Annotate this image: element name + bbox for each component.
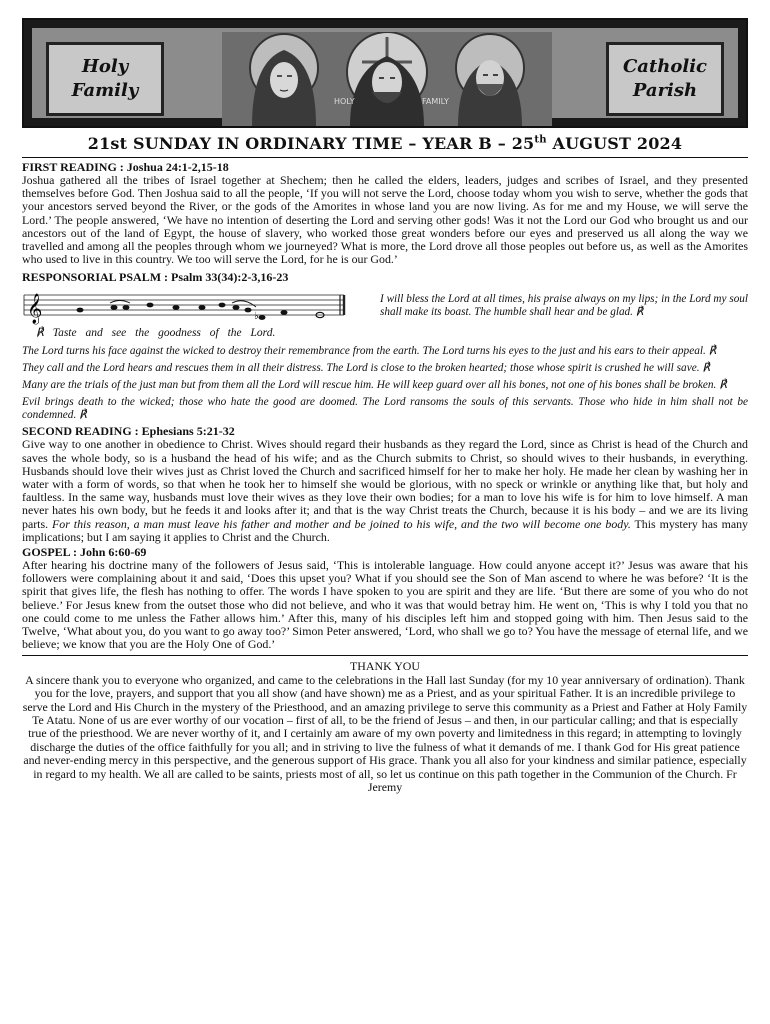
gospel-heading: GOSPEL : John 6:60-69 [22,545,147,560]
thank-you-heading: THANK YOU [350,659,420,674]
banner-right-bottom: Parish [632,80,698,101]
music-staff [22,287,352,325]
second-reading-main: Give way to one another in obedience to Christ. Wives should regard their husbands as they regard the Lord, since as Christ is head of the Church and saves the whole body, so is a husband the head of his wife; and as the Church submits to Christ, so should wives to their husbands, in everything. Husbands should love their wives just as Christ loved the Church and sacrificed himself for her to make her holy. He made her clean by washing her in water with a form of words, so that when he took her to himself she would be glorious, with no speck or wrinkle or anything like that, but holy and faultless. In the same way, husbands must love their wives as they love their own bodies; for a man to love his wife is for him to love himself. A man never hates his own body, but he feeds it and looks after it; and that is the way Christ treats the Church, because it is his body – and we are its living parts. [22,437,748,531]
psalm-refrain: ℟ Taste and see the goodness of the Lord. [36,327,276,340]
title-main: 21st SUNDAY IN ORDINARY TIME – YEAR B – 25 [87,134,535,153]
second-reading-heading: SECOND READING : Ephesians 5:21-32 [22,424,235,439]
banner-plaque-left [46,42,164,116]
parish-banner [22,18,748,128]
jesus-icon [347,32,427,126]
banner-inner [32,28,738,118]
second-reading-end: This mystery has many implications; but I am saying it applies to Christ and the Church. [22,516,748,544]
banner-left-top: Holy [81,56,129,77]
title-end: AUGUST 2024 [546,134,683,153]
gospel-body: After hearing his doctrine many of the followers of Jesus said, ‘This is intolerable language. How could anyone accept it?’ Jesus was aware that his followers were complaining about it and said, ‘Does this upset you? What if you should see the Son of Man ascend to where he was before? ‘It is the spirit that gives life, the flesh has nothing to offer. The words I have spoken to you are spirit and they are life. ‘But there are some of you who do not believe.’ For Jesus knew from the outset those who did not believe, and who it was that would betray him. He went on, ‘This is why I told you that no one could come to me unless the Father allows him.’ After this, many of his disciples left him and stopped going with him. Then Jesus said to the Twelve, ‘What about you, do you want to go away too?’ Simon Peter answered, ‘Lord, who shall we go to? You have the message of eternal life, and we believe; we know that you are the Holy One of God.’ [22,558,748,652]
flat-sign-icon: ♭ [254,311,259,323]
joseph-icon [456,34,524,126]
psalm-music [22,287,352,341]
psalm-side-verse: I will bless the Lord at all times, his praise always on my lips; in the Lord my soul shall make its boast. The humble shall hear and be glad. ℟ [380,293,748,319]
second-reading-italic: For this reason, a man must leave his father and mother and be joined to his wife, and the two will become one body. [52,516,631,531]
banner-plaque-right [606,42,724,116]
psalm-heading: RESPONSORIAL PSALM : Psalm 33(34):2-3,16-23 [22,270,289,285]
psalm-verse: They call and the Lord hears and rescues them in all their distress. The Lord is close to the broken hearted; those whose spirit is crushed he will save. ℟ [22,362,711,375]
banner-right-top: Catholic [622,56,708,77]
banner-left-bottom: Family [71,80,139,101]
psalm-verse: Many are the trials of the just man but from them all the Lord will rescue him. He will keep guard over all his bones, not one of his bones shall be broken. ℟ [22,379,727,392]
thank-you-body: A sincere thank you to everyone who organized, and came to the celebrations in the Hall last Sunday (for my 10 year anniversary of ordination). Thank you for the love, prayers, and support that you all show (and have shown) me as a Priest, and as your spiritual Father. It is an incredible privilege to serve the Lord and His Church in the mystery of the Priesthood, and an amazing privilege to serve this community as a Priest and Father at Holy Family Te Atatu. None of us are ever worthy of our vocation – first of all, to be the friend of Jesus – and then, in our particular calling; and that is especially true of the priesthood. We are never worthy of it, and I certainly am aware of my own poverty and limitedness in this regard; in attempting to lovingly discharge the duties of the office faithfully for you all; and in striving to live the fulness of what it demands of me. I thank God for His great patience and never-ending mercy in this perspective, and the generous support of His grace. Thank you all also for your kindness and similar patience, especially in regard to my health. We all are called to be saints, priests most of all, so let us continue on this path together in the Communion of the Church. Fr Jeremy [22,672,748,795]
divider [22,157,748,158]
psalm-verse: The Lord turns his face against the wicked to destroy their remembrance from the earth. The Lord turns his eyes to the just and his ears to their appeal. ℟ [22,345,717,358]
divider [22,655,748,656]
title-sup: th [534,134,547,146]
bulletin-page [22,18,748,795]
mary-icon [250,34,318,126]
thank-you-section [22,660,748,794]
holy-family-icon-image [222,32,552,126]
first-reading-body: Joshua gathered all the tribes of Israel together at Shechem; then he called the elders, leaders, judges and scribes of Israel, and they presented themselves before God. Then Joshua said to all the people, ‘If you will not serve the Lord, choose today whom you wish to serve, whether the gods that your ancestors served beyond the River, or the gods of the Amorites in whose land you are now living. As for me and my House, we will serve the Lord.’ The people answered, ‘We have no intention of deserting the Lord and serving other gods! Was it not the Lord our God who brought us and our ancestors out of the land of Egypt, the house of slavery, who worked those great wonders before our eyes and preserved us all along the way we travelled and among all the peoples through whom we journeyed? What is more, the Lord drove all those peoples out before us, as well as the Amorites who used to live in this country. We too will serve the Lord, for he is our God.’ [22,173,748,267]
first-reading-heading: FIRST READING : Joshua 24:1-2,15-18 [22,160,229,174]
treble-clef-icon: 𝄞 [27,294,43,325]
psalm-verse: Evil brings death to the wicked; those who hate the good are doomed. The Lord ransoms the souls of this servants. Those who hide in him shall not be condemned. ℟ [22,395,748,421]
psalm-row [22,287,748,341]
icon-label-family: FAMILY [422,97,449,106]
page-title [22,134,748,153]
second-reading-body [22,438,748,544]
icon-label-holy: HOLY [334,97,355,106]
